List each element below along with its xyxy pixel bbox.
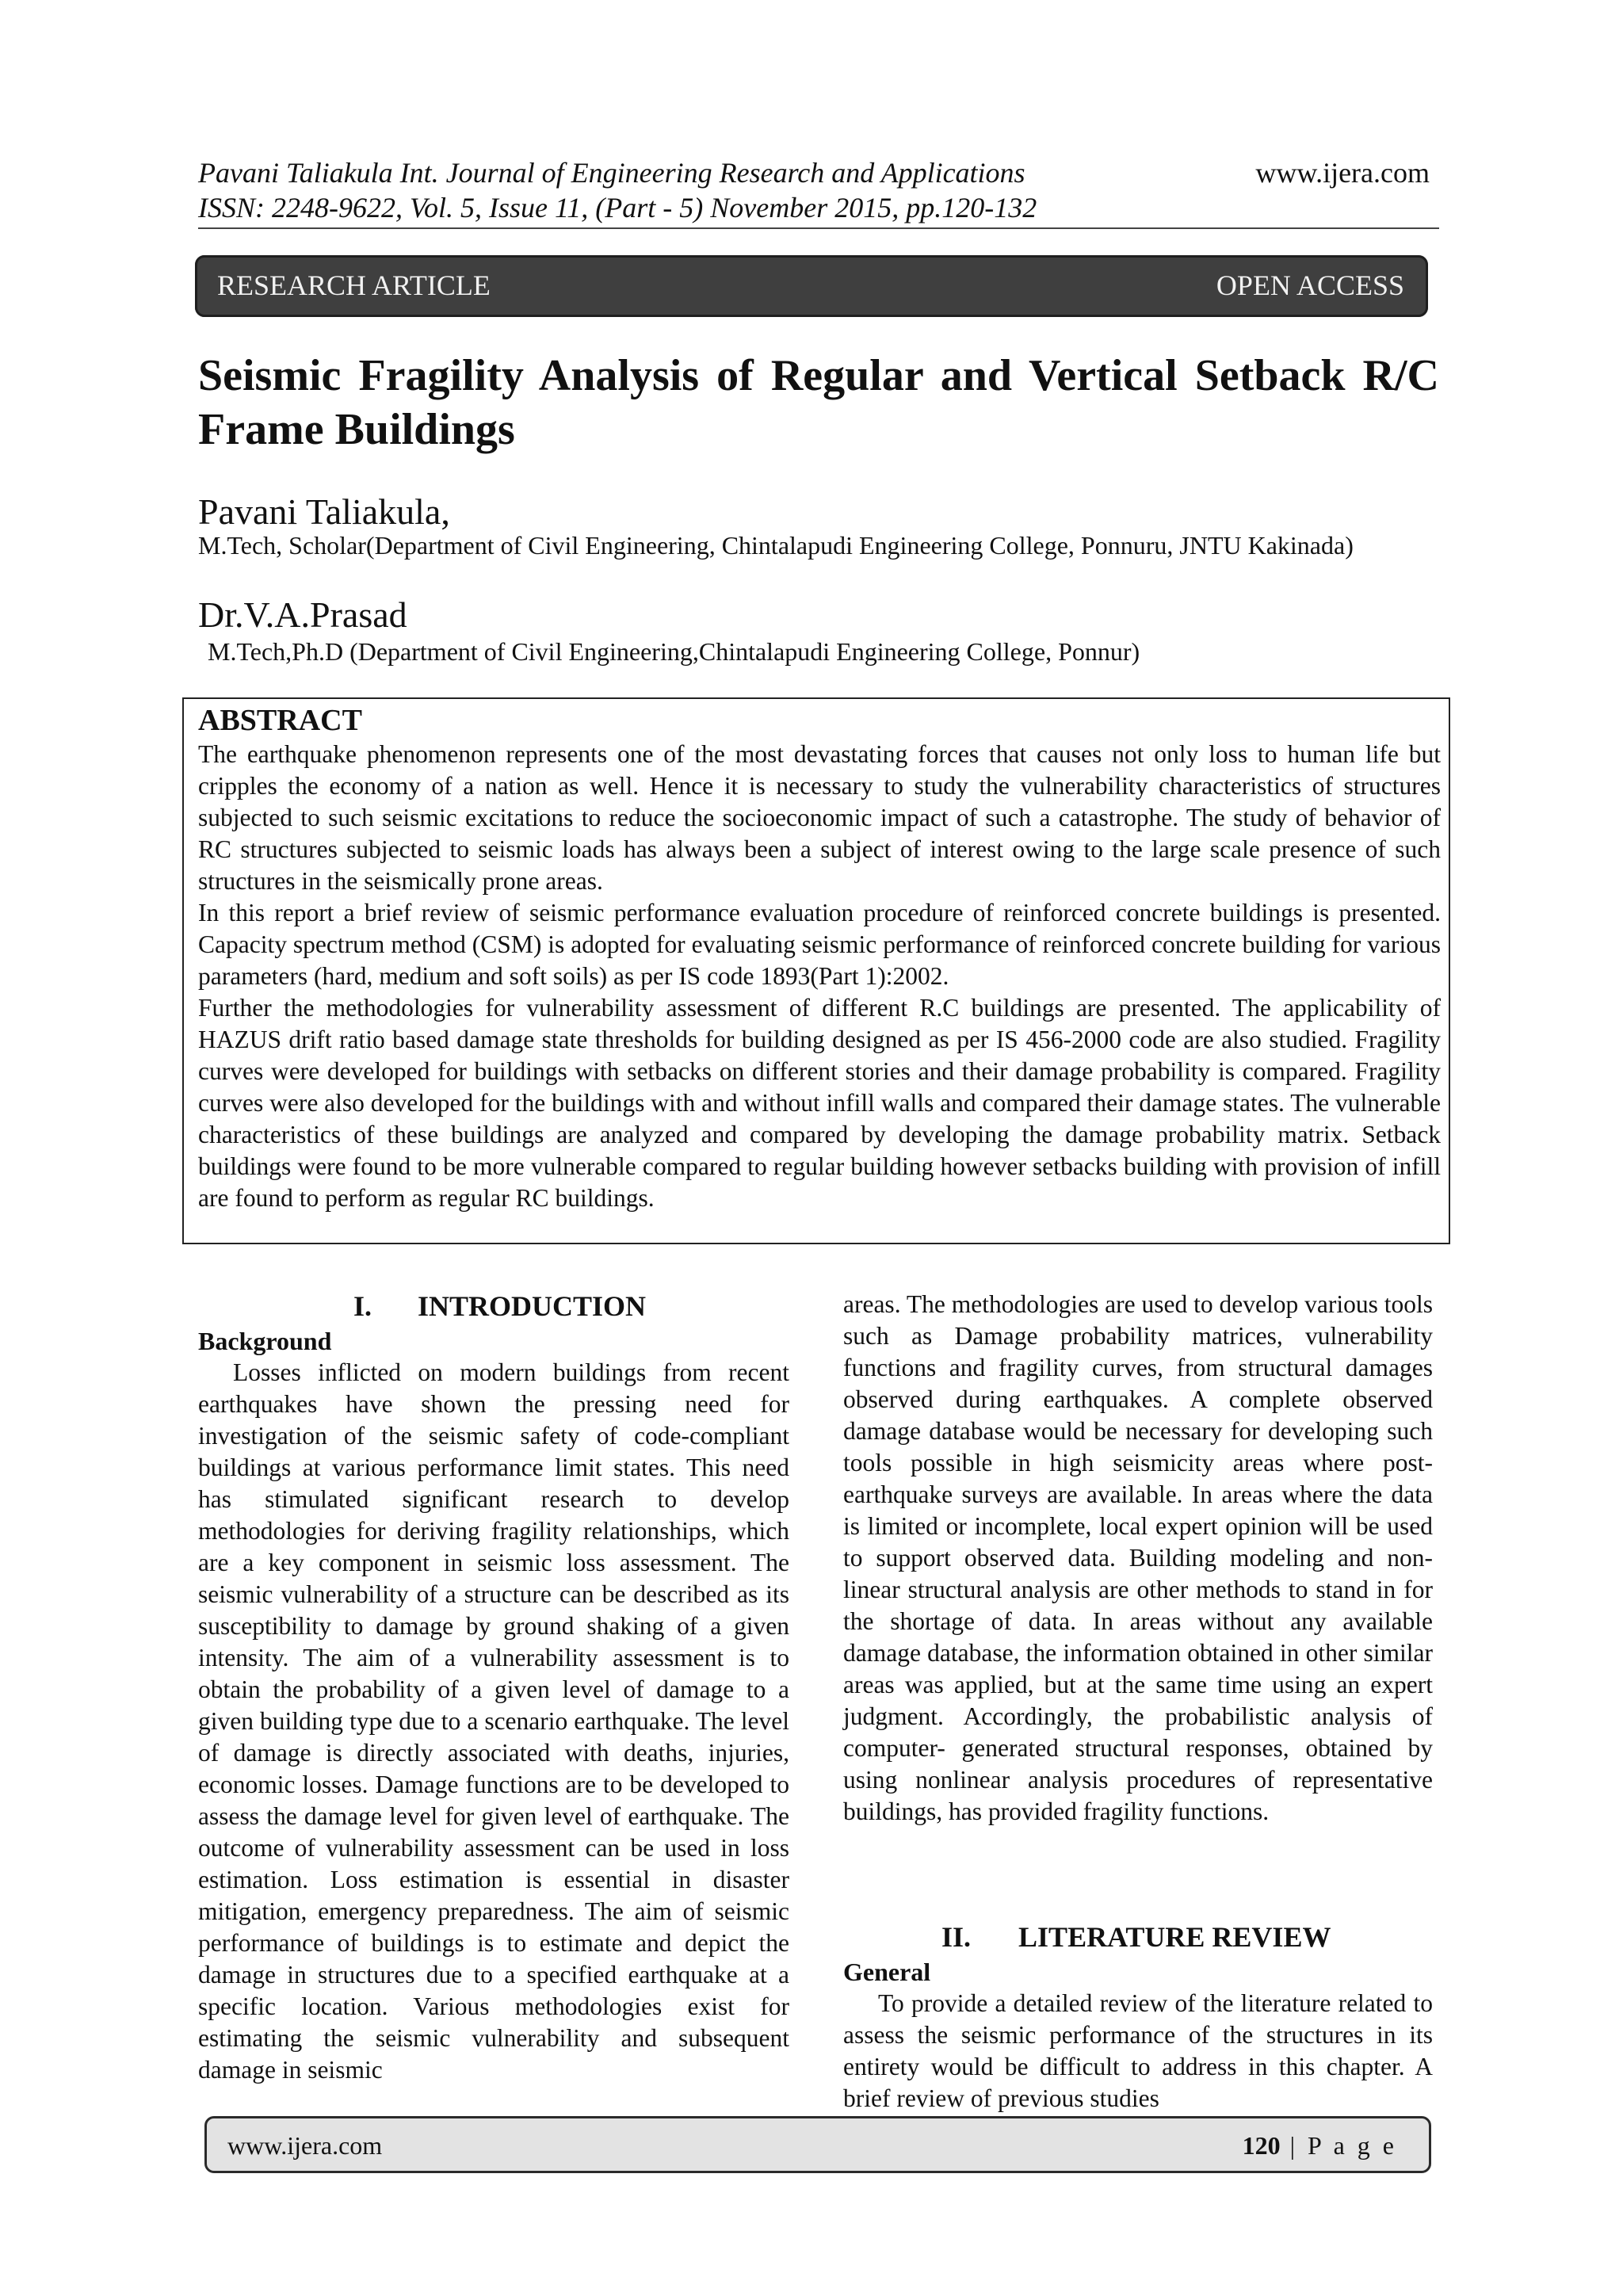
section-1-heading — [353, 1289, 646, 1324]
author-2-affiliation: M.Tech,Ph.D (Department of Civil Engineering,Chintalapudi Engineering College, Ponnur) — [208, 637, 1140, 666]
article-type-banner — [195, 255, 1428, 317]
abstract-heading: ABSTRACT — [198, 704, 362, 737]
section-1-number: I. — [353, 1290, 372, 1322]
section-2-title: LITERATURE REVIEW — [1018, 1921, 1331, 1953]
literature-review-body — [843, 1988, 1433, 2115]
abstract-body — [198, 739, 1441, 1214]
right-column — [843, 1289, 1433, 1828]
open-access-label: OPEN ACCESS — [1216, 269, 1404, 301]
issn-line: ISSN: 2248-9622, Vol. 5, Issue 11, (Part - 5) November 2015, pp.120-132 — [198, 192, 1037, 223]
journal-line: Pavani Taliakula Int. Journal of Engineering Research and Applications — [198, 157, 1025, 189]
abstract-paragraph-3: Further the methodologies for vulnerability assessment of different R.C buildings are presented. The applicability of HAZUS drift ratio based damage state thresholds for building designed as per IS 456-2000 code are also studied. Fragility curves were developed for buildings with setbacks on different stories and their damage probability is compared. Fragility curves were also developed for the buildings with and without infill walls and compared their damage states. The vulnerable characteristics of these buildings are analyzed and compared by developing the damage probability matrix. Setback buildings were found to be more vulnerable compared to regular building however setbacks building with provision of infill are found to perform as regular RC buildings. — [198, 994, 1441, 1212]
research-article-label: RESEARCH ARTICLE — [217, 269, 491, 301]
page-label: | P a g e — [1280, 2131, 1397, 2160]
author-2-name: Dr.V.A.Prasad — [198, 594, 407, 635]
background-subheading: Background — [198, 1327, 332, 1355]
page-number — [1243, 2128, 1397, 2163]
literature-paragraph: To provide a detailed review of the literature related to assess the seismic performance of the structures in its entirety would be difficult to address in this chapter. A brief review of previous studies — [843, 1989, 1433, 2112]
left-column — [198, 1357, 789, 2086]
author-1-name: Pavani Taliakula, — [198, 491, 450, 532]
header-rule — [198, 227, 1439, 229]
page-number-value: 120 — [1242, 2131, 1281, 2160]
title-line-1: Seismic Fragility Analysis of Regular and Vertical Setback R/C — [198, 351, 1439, 400]
section-1-title: INTRODUCTION — [418, 1290, 647, 1322]
general-subheading: General — [843, 1958, 931, 1986]
introduction-paragraph: Losses inflicted on modern buildings from recent earthquakes have shown the pressing need for investigation of the seismic safety of code-compliant buildings at various performance limit states. This need has stimulated significant research to develop methodologies for deriving fragility relationships, which are a key component in seismic loss assessment. The seismic vulnerability of a structure can be described as its susceptibility to damage by ground shaking of a given intensity. The aim of a vulnerability assessment is to obtain the probability of a given level of damage to a given building type due to a scenario earthquake. The level of damage is directly associated with deaths, injuries, economic losses. Damage functions are to be developed to assess the damage level for given level of earthquake. The outcome of vulnerability assessment can be used in loss estimation. Loss estimation is essential in disaster mitigation, emergency preparedness. The aim of seismic performance of buildings is to estimate and depict the damage in structures due to a specified earthquake at a specific location. Various methodologies exist for estimating the seismic vulnerability and subsequent damage in seismic — [198, 1358, 789, 2084]
footer-url[interactable]: www.ijera.com — [227, 2131, 383, 2160]
abstract-paragraph-2: In this report a brief review of seismic performance evaluation procedure of reinforced concrete buildings is presented. Capacity spectrum method (CSM) is adopted for evaluating seismic performance of reinforced concrete building for various parameters (hard, medium and soft soils) as per IS code 1893(Part 1):2002. — [198, 899, 1441, 990]
title-line-2: Frame Buildings — [198, 405, 515, 454]
section-2-heading — [941, 1920, 1331, 1954]
abstract-paragraph-1: The earthquake phenomenon represents one of the most devastating forces that causes not only loss to human life but cripples the economy of a nation as well. Hence it is necessary to study the vulnerability characteristics of structures subjected to such seismic excitations to reduce the socioeconomic impact of such a catastrophe. The study of behavior of RC structures subjected to seismic loads has always been a subject of interest owing to the large scale presence of such structures in the seismically prone areas. — [198, 740, 1441, 895]
author-1-affiliation: M.Tech, Scholar(Department of Civil Engineering, Chintalapudi Engineering College, Ponnuru, JNTU Kakinada) — [198, 531, 1354, 560]
page-footer — [204, 2116, 1431, 2173]
header-url[interactable]: www.ijera.com — [1255, 157, 1430, 189]
section-2-number: II. — [941, 1921, 972, 1953]
introduction-continuation: areas. The methodologies are used to develop various tools such as Damage probability matrices, vulnerability functions and fragility curves, from structural damages observed during earthquakes. A complete observed damage database would be necessary for developing such tools possible in high seismicity areas where post-earthquake surveys are available. In areas where the data is limited or incomplete, local expert opinion will be used to support observed data. Building modeling and non-linear structural analysis are other methods to stand in for the shortage of data. In areas without any available damage database, the information obtained in other similar areas was applied, but at the same time using an expert judgment. Accordingly, the probabilistic analysis of computer- generated structural responses, obtained by using nonlinear analysis procedures of representative buildings, has provided fragility functions. — [843, 1290, 1433, 1825]
paper-title — [198, 349, 1439, 457]
